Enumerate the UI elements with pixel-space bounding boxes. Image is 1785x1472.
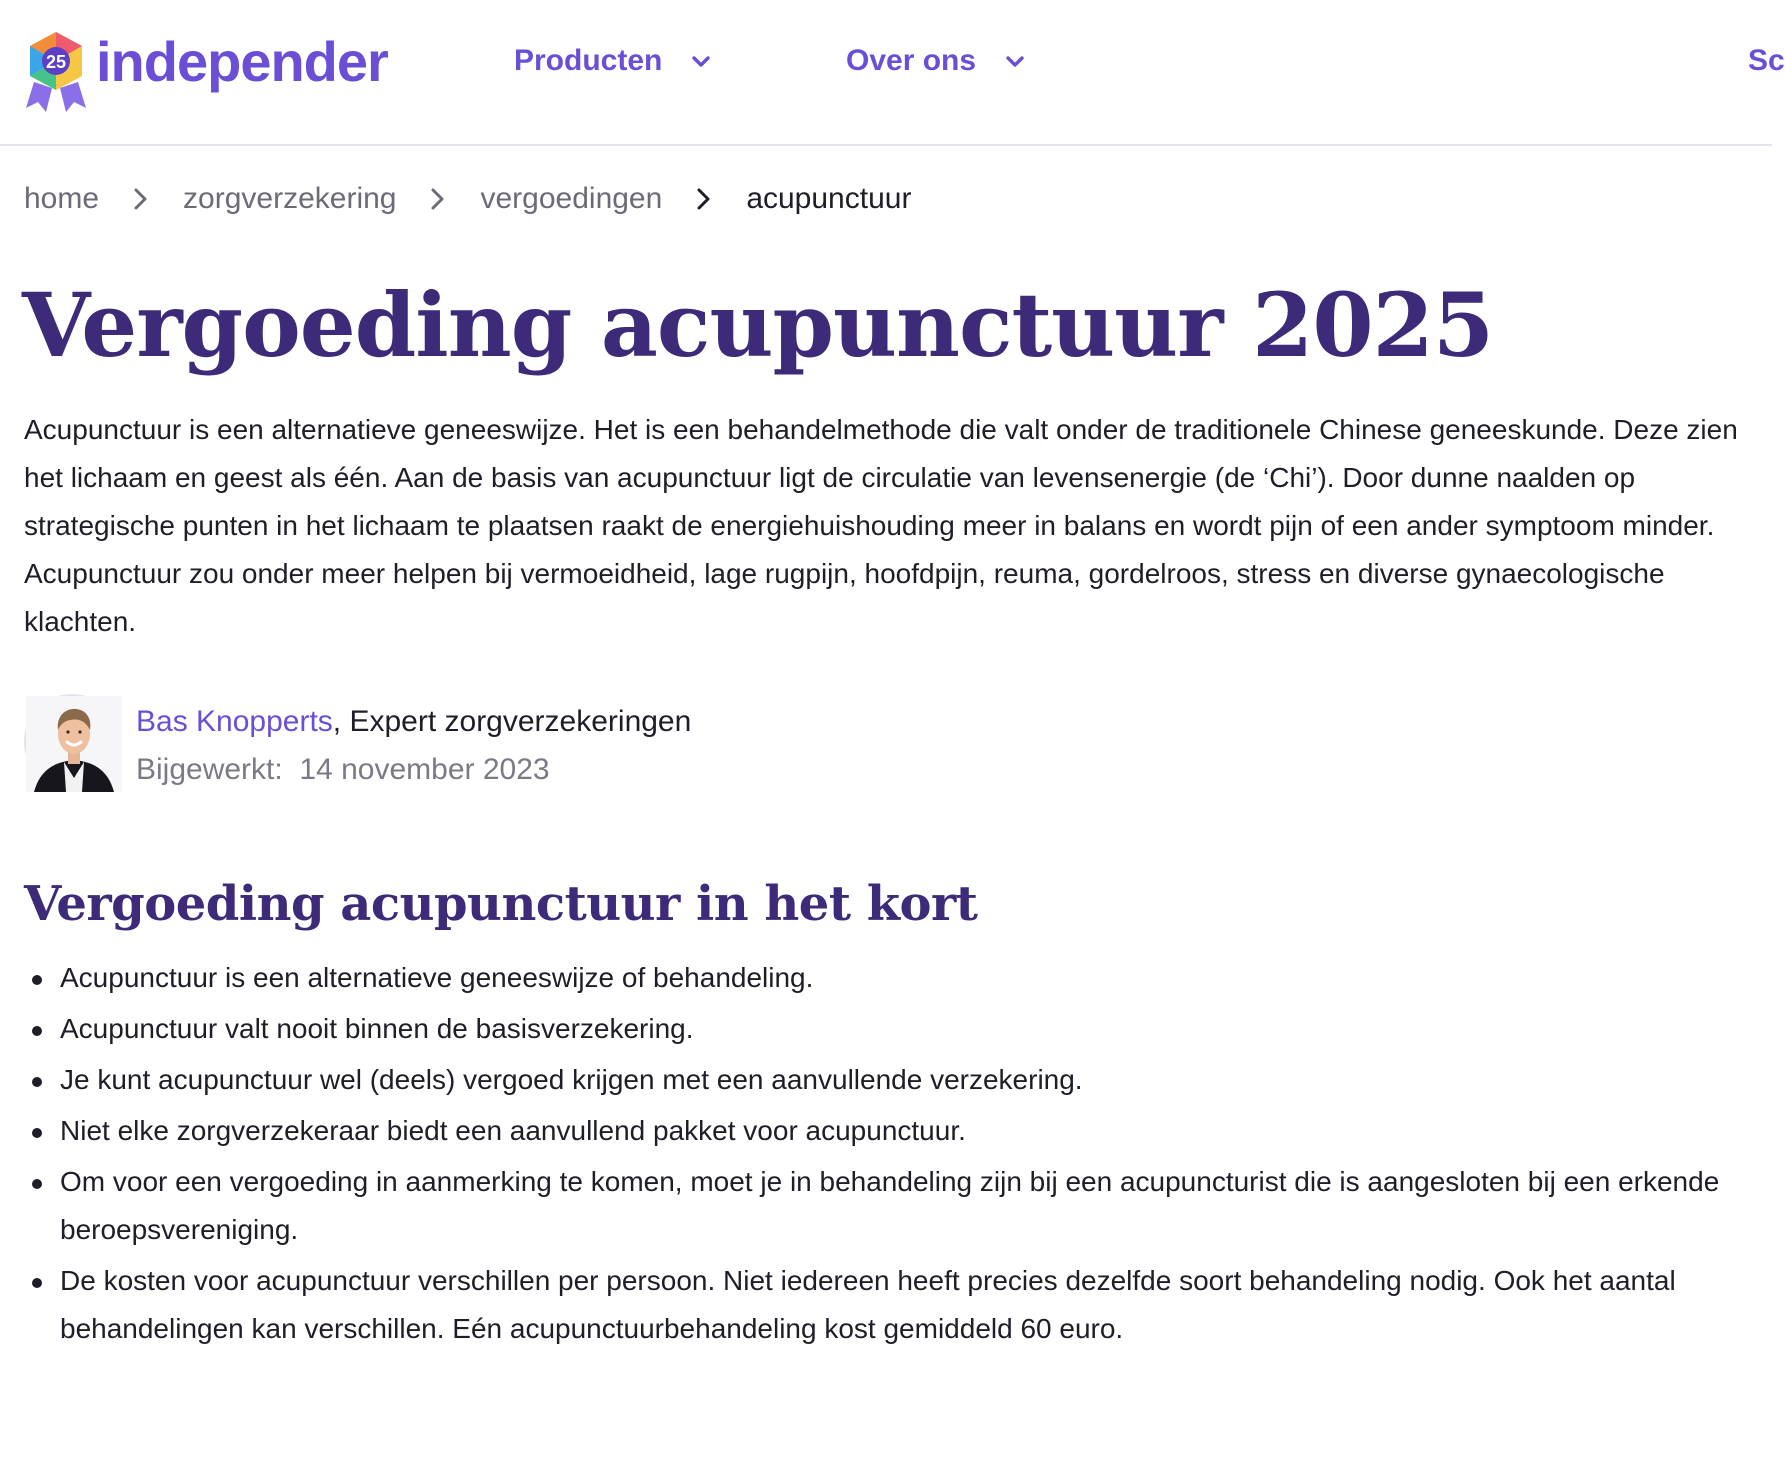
list-item-text: De kosten voor acupunctuur verschillen per persoon. Niet iedereen heeft precies dezelfde soort behandeling nodig. Ook het aantal behandelingen kan verschillen. Eén acupunctuurbehandeling kost gemiddeld 60 euro. <box>60 1265 1676 1344</box>
author-line <box>136 698 691 746</box>
updated-date: 14 november 2023 <box>299 753 550 786</box>
site-header <box>0 0 1785 146</box>
nav-producten-label: Producten <box>514 44 663 77</box>
author-role: , Expert zorgverzekeringen <box>332 705 692 738</box>
list-item <box>24 1158 1744 1254</box>
bullet-icon <box>32 1026 42 1036</box>
chevron-right-icon <box>428 184 448 214</box>
list-item-text: Je kunt acupunctuur wel (deels) vergoed krijgen met een aanvullende verzekering. <box>60 1064 1083 1095</box>
nav-producten[interactable] <box>514 44 714 78</box>
breadcrumb-vergoedingen[interactable]: vergoedingen <box>480 182 663 215</box>
author-meta <box>136 698 691 794</box>
summary-heading: Vergoeding acupunctuur in het kort <box>24 876 978 932</box>
bullet-icon <box>32 1179 42 1189</box>
list-item <box>24 1107 1744 1155</box>
list-item-text: Om voor een vergoeding in aanmerking te komen, moet je in behandeling zijn bij een acupuncturist die is aangesloten bij een erkende beroepsvereniging. <box>60 1166 1720 1245</box>
breadcrumb-zorgverzekering[interactable]: zorgverzekering <box>183 182 397 215</box>
summary-list <box>24 954 1744 1356</box>
chevron-down-icon <box>1002 48 1028 74</box>
updated-label: Bijgewerkt: <box>136 753 283 786</box>
author-block <box>24 694 691 794</box>
intro-paragraph: Acupunctuur is een alternatieve geneeswijze. Het is een behandelmethode die valt onder de traditionele Chinese geneeskunde. Deze zien het lichaam en geest als één. Aan de basis van acupunctuur ligt de circulatie van levensenergie (de ‘Chi’). Door dunne naalden op strategische punten in het lichaam te plaatsen raakt de energiehuishouding meer in balans en wordt pijn of een ander symptoom minder. Acupunctuur zou onder meer helpen bij vermoeidheid, lage rugpijn, hoofdpijn, reuma, gordelroos, stress en diverse gynaecologische klachten. <box>24 414 1738 637</box>
avatar <box>24 694 120 790</box>
list-item <box>24 954 1744 1002</box>
breadcrumb-current: acupunctuur <box>746 182 912 215</box>
list-item-text: Acupunctuur valt nooit binnen de basisverzekering. <box>60 1013 694 1044</box>
updated-line <box>136 746 691 794</box>
list-item <box>24 1056 1744 1104</box>
bullet-icon <box>32 975 42 985</box>
chevron-right-icon <box>694 184 714 214</box>
chevron-down-icon <box>688 48 714 74</box>
anniversary-badge-icon <box>24 30 88 112</box>
list-item-text: Acupunctuur is een alternatieve geneeswijze of behandeling. <box>60 962 814 993</box>
independer-logo[interactable] <box>24 30 388 112</box>
nav-item-cut-off[interactable]: Sc <box>1748 44 1785 77</box>
page-title: Vergoeding acupunctuur 2025 <box>22 273 1494 377</box>
bullet-icon <box>32 1128 42 1138</box>
brand-name: independer <box>96 29 388 93</box>
author-name-link[interactable]: Bas Knopperts <box>136 705 333 738</box>
breadcrumb-home[interactable]: home <box>24 182 100 215</box>
chevron-right-icon <box>131 184 151 214</box>
breadcrumb <box>24 182 911 216</box>
bullet-icon <box>32 1278 42 1288</box>
list-item <box>24 1257 1744 1353</box>
bullet-icon <box>32 1077 42 1087</box>
nav-over-ons-label: Over ons <box>846 44 977 77</box>
badge-number: 25 <box>45 52 67 72</box>
nav-over-ons[interactable] <box>846 44 1028 78</box>
list-item-text: Niet elke zorgverzekeraar biedt een aanvullend pakket voor acupunctuur. <box>60 1115 966 1146</box>
list-item <box>24 1005 1744 1053</box>
